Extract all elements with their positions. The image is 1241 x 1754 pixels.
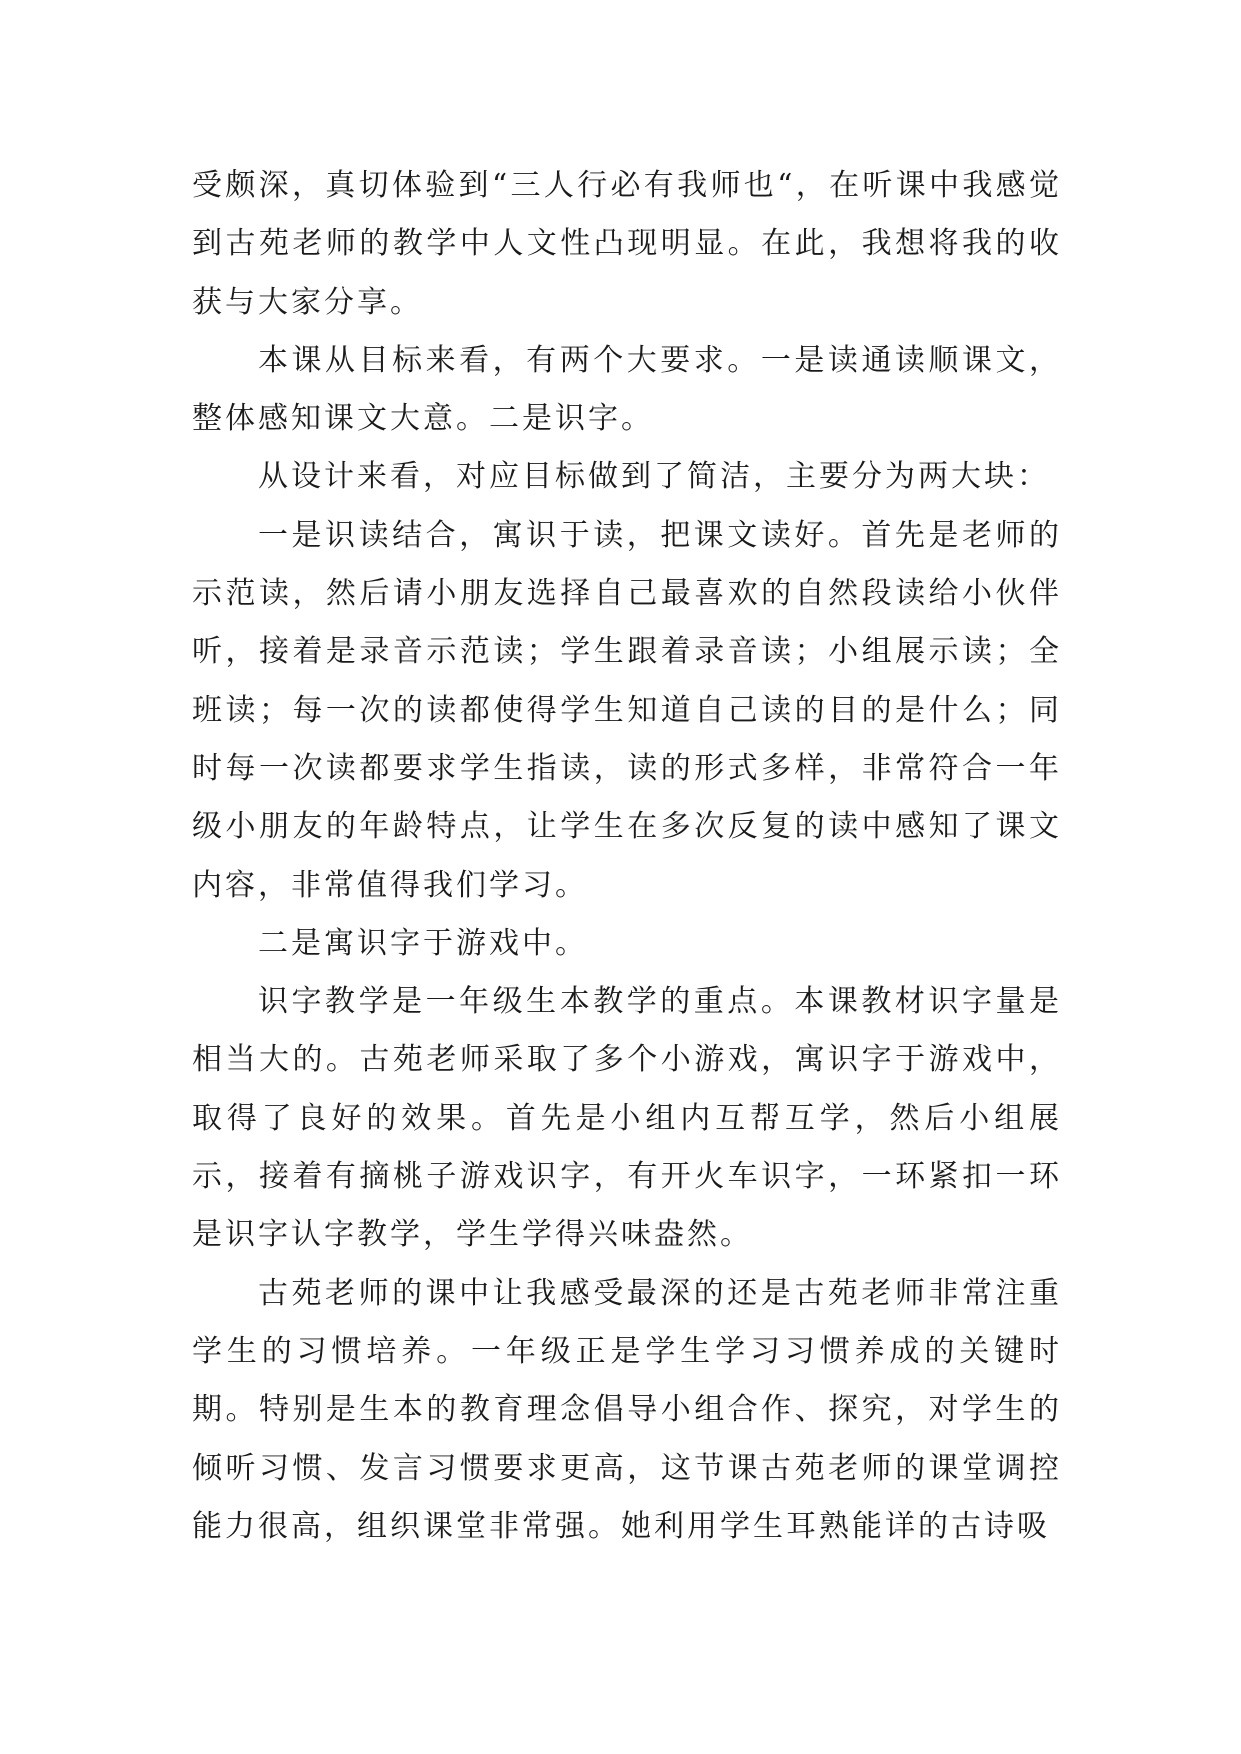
paragraph-literacy: 识字教学是一年级生本教学的重点。本课教材识字量是相当大的。古苑老师采取了多个小游戏，寓识字于游戏中，取得了良好的效果。首先是小组内互帮互学，然后小组展示，接着有摘桃子游戏识字，有开火车识字，一环紧扣一环是识字认字教学，学生学得兴味盎然。 (192, 984, 1062, 1253)
paragraph-habits: 古苑老师的课中让我感受最深的还是古苑老师非常注重学生的习惯培养。一年级正是学生学习习惯养成的关键时期。特别是生本的教育理念倡导小组合作、探究，对学生的倾听习惯、发言习惯要求更高，这节课古苑老师的课堂调控能力很高，组织课堂非常强。她利用学生耳熟能详的古诗吸 (192, 1275, 1062, 1544)
document-body (192, 157, 1062, 1556)
paragraph-games-heading: 二是寓识字于游戏中。 (258, 925, 588, 961)
paragraph-goals: 本课从目标来看，有两个大要求。一是读通读顺课文，整体感知课文大意。二是识字。 (192, 342, 1062, 437)
paragraph-reading: 一是识读结合，寓识于读，把课文读好。首先是老师的示范读，然后请小朋友选择自己最喜欢的自然段读给小伙伴听，接着是录音示范读；学生跟着录音读；小组展示读；全班读；每一次的读都使得学生知道自己读的目的是什么；同时每一次读都要求学生指读，读的形式多样，非常符合一年级小朋友的年龄特点，让学生在多次反复的读中感知了课文内容，非常值得我们学习。 (192, 517, 1062, 903)
paragraph-design: 从设计来看，对应目标做到了简洁，主要分为两大块： (258, 459, 1050, 495)
paragraph-continuation: 受颇深，真切体验到“三人行必有我师也“，在听课中我感觉到古苑老师的教学中人文性凸现明显。在此，我想将我的收获与大家分享。 (192, 168, 1062, 320)
